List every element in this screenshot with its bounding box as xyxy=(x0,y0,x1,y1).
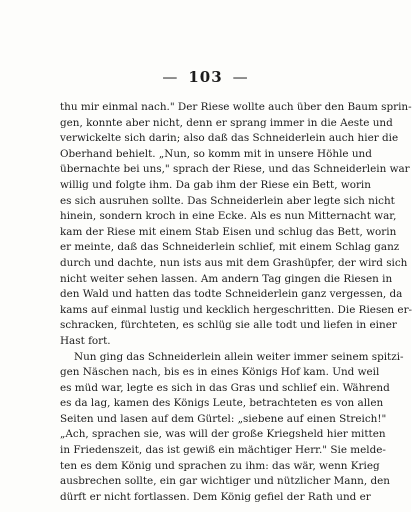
text-line: willig und folgte ihm. Da gab ihm der Riese ein Bett, worin xyxy=(60,178,371,191)
text-line: den Wald und hatten das todte Schneiderlein ganz vergessen, da xyxy=(60,288,403,301)
page-number: 103 xyxy=(188,68,223,86)
text-line: thu mir einmal nach." Der Riese wollte auch über den Baum sprin- xyxy=(60,101,412,113)
body-text xyxy=(60,100,412,505)
text-line: Oberhand behielt. „Nun, so komm mit in unsere Höhle und xyxy=(60,147,372,160)
text-line: kams auf einmal lustig und kecklich hergeschritten. Die Riesen er- xyxy=(60,303,412,316)
page-number-header xyxy=(0,68,411,86)
text-line: Seiten und lasen auf dem Gürtel: „siebene auf einen Streich!" xyxy=(60,412,387,425)
text-line: „Ach, sprachen sie, was will der große Kriegsheld hier mitten xyxy=(60,428,386,441)
text-line: dürft er nicht fortlassen. Dem König gefiel der Rath und er xyxy=(60,490,371,503)
text-line: ten es dem König und sprachen zu ihm: das wär, wenn Krieg xyxy=(60,459,380,472)
text-line: es müd war, legte es sich in das Gras und schlief ein. Während xyxy=(60,381,390,394)
text-line: Nun ging das Schneiderlein allein weiter immer seinem spitzi- xyxy=(74,350,404,363)
text-line: es da lag, kamen des Königs Leute, betrachteten es von allen xyxy=(60,397,384,410)
text-line: er meinte, daß das Schneiderlein schlief, mit einem Schlag ganz xyxy=(60,241,400,254)
text-line: nicht weiter sehen lassen. Am andern Tag gingen die Riesen in xyxy=(60,272,393,285)
text-line: gen Näschen nach, bis es in eines Königs Hof kam. Und weil xyxy=(60,366,380,379)
text-line: Hast fort. xyxy=(60,334,111,347)
text-line: ausbrechen sollte, ein gar wichtiger und nützlicher Mann, den xyxy=(60,475,390,488)
text-line: hinein, sondern kroch in eine Ecke. Als es nun Mitternacht war, xyxy=(60,210,397,223)
text-line: verwickelte sich darin; also daß das Schneiderlein auch hier die xyxy=(60,132,399,145)
text-line: in Friedenszeit, das ist gewiß ein mächtiger Herr." Sie melde- xyxy=(60,444,386,457)
text-line: kam der Riese mit einem Stab Eisen und schlug das Bett, worin xyxy=(60,225,397,238)
text-line: es sich ausruhen sollte. Das Schneiderlein aber legte sich nicht xyxy=(60,194,395,207)
page-number-dash-left: — xyxy=(162,68,179,86)
page-number-dash-right: — xyxy=(232,68,249,86)
text-line: durch und dachte, nun ists aus mit dem Grashüpfer, der wird sich xyxy=(60,256,408,269)
text-line: schracken, fürchteten, es schlüg sie alle todt und liefen in einer xyxy=(60,319,397,332)
text-line: übernachte bei uns," sprach der Riese, und das Schneiderlein war xyxy=(60,163,410,176)
text-line: gen, konnte aber nicht, denn er sprang immer in die Aeste und xyxy=(60,116,393,129)
